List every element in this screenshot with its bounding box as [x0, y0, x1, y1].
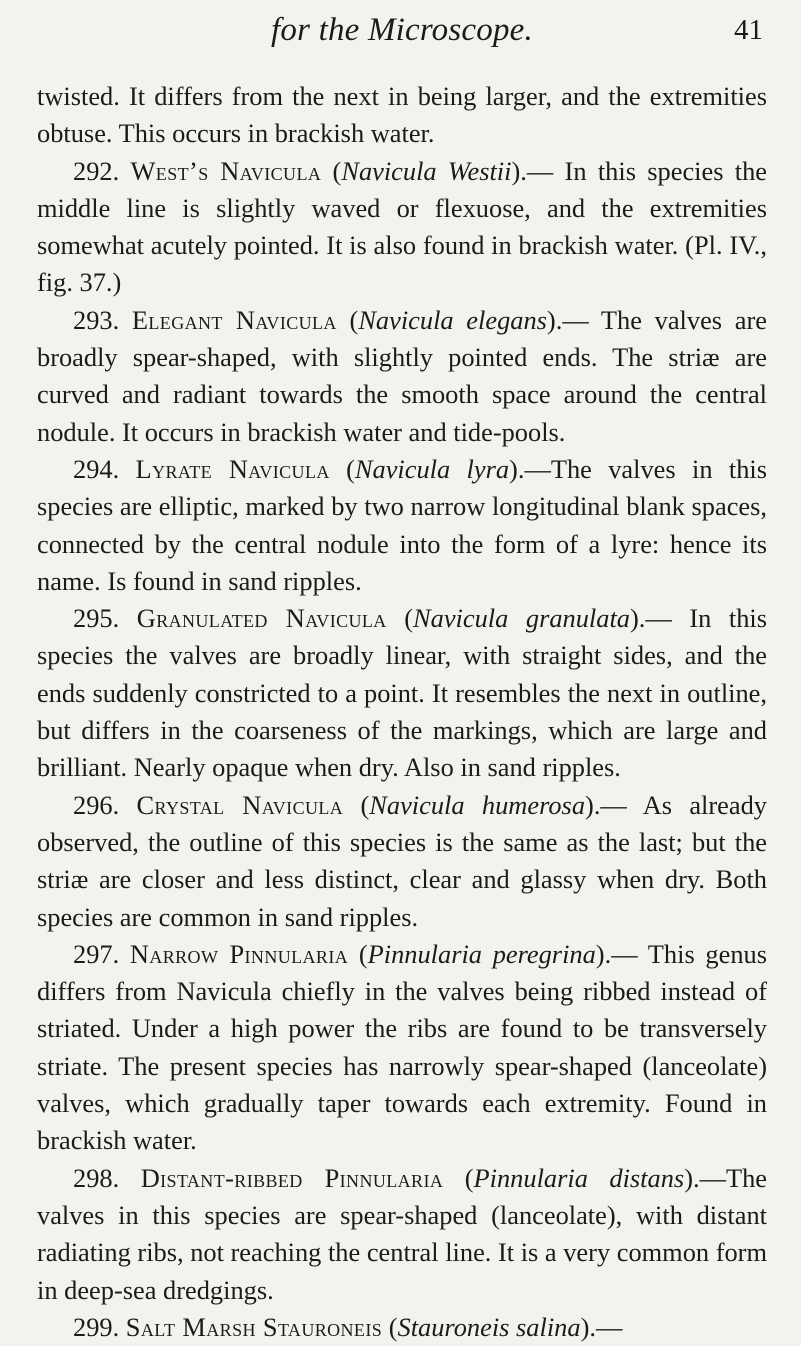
entry-text: —The valves in this species are spear-shaped (lanceolate), with distant radiating ribs, not reaching the central line. It is a very common form in deep-sea dredgings. — [37, 1162, 767, 1305]
common-name: Lyrate Navicula — [135, 453, 330, 484]
latin-name: Navicula elegans — [358, 304, 547, 335]
common-name: Distant-ribbed Pinnularia — [140, 1162, 444, 1193]
entry-text: — In this species the valves are broadly linear, with straight sides, and the ends suddenly constricted to a point. It resembles the next in outline, but differs in the coarseness of the markings, which are large and brilliant. Nearly opaque when dry. Also in sand ripples. — [37, 603, 768, 783]
common-name: Elegant Navicula — [131, 304, 337, 335]
entry-293: 293. Elegant Navicula (Navicula elegans).— The valves are broadly spear-shaped, with slightly pointed ends. The striæ are curved and radiant towards the smooth space around the central nodule. It occurs in brackish water and tide-pools. — [37, 304, 767, 447]
page-number: 41 — [734, 14, 763, 46]
running-head — [37, 0, 767, 78]
entry-number: 296. — [73, 789, 120, 820]
entry-298: 298. Distant-ribbed Pinnularia (Pinnularia distans).—The valves in this species are spear-shaped (lanceolate), with distant radiating ribs, not reaching the central line. It is a very common form in deep-sea dredgings. — [37, 1162, 767, 1305]
latin-name: Navicula Westii — [341, 155, 512, 186]
continuation-paragraph: twisted. It differs from the next in being larger, and the extremities obtuse. This occurs in brackish water. — [37, 81, 767, 149]
entry-text: — As already observed, the outline of this species is the same as the last; but the striæ are closer and less distinct, clear and glassy when dry. Both species are common in sand ripples. — [37, 789, 767, 932]
common-name: West’s Navicula — [130, 155, 322, 186]
entry-text: — This genus differs from Navicula chiefly in the valves being ribbed instead of striated. Under a high power the ribs are found to be transversely striate. The present species has narrowly spear-shaped (lanceolate) valves, which gradually taper towards each extremity. Found in brackish water. — [37, 938, 767, 1156]
entry-text: — The valves are broadly spear-shaped, with slightly pointed ends. The striæ are curved and radiant towards the smooth space around the central nodule. It occurs in brackish water and tide-pools. — [37, 304, 767, 447]
running-title: for the Microscope. — [271, 12, 533, 48]
entry-number: 294. — [73, 453, 120, 484]
common-name: Narrow Pinnularia — [129, 938, 349, 969]
common-name: Crystal Navicula — [136, 789, 344, 820]
latin-name: Navicula lyra — [354, 453, 510, 484]
entry-text: —The valves in this species are elliptic, marked by two narrow longitudinal blank spaces, connected by the central nodule into the form of a lyre: hence its name. Is found in sand ripples. — [37, 453, 767, 596]
body-text — [37, 78, 767, 1346]
entry-297: 297. Narrow Pinnularia (Pinnularia peregrina).— This genus differs from Navicula chiefly in the valves being ribbed instead of striated. Under a high power the ribs are found to be transversely striate. The present species has narrowly spear-shaped (lanceolate) valves, which gradually taper towards each extremity. Found in brackish water. — [37, 938, 767, 1156]
latin-name: Pinnularia distans — [473, 1162, 685, 1193]
entry-295: 295. Granulated Navicula (Navicula granulata).— In this species the valves are broadly linear, with straight sides, and the ends suddenly constricted to a point. It resembles the next in outline, but differs in the coarseness of the markings, which are large and brilliant. Nearly opaque when dry. Also in sand ripples. — [37, 603, 768, 783]
entry-number: 295. — [73, 603, 120, 634]
entry-text: — In this species the middle line is slightly waved or flexuose, and the extremities somewhat acutely pointed. It is also found in brackish water. (Pl. IV., fig. 37.) — [37, 155, 768, 298]
entry-296: 296. Crystal Navicula (Navicula humerosa).— As already observed, the outline of this species is the same as the last; but the striæ are closer and less distinct, clear and glassy when dry. Both species are common in sand ripples. — [37, 789, 767, 932]
entry-text: — — [595, 1311, 623, 1342]
entry-number: 297. — [73, 938, 120, 969]
entry-number: 292. — [73, 155, 120, 186]
entry-299: 299. Salt Marsh Stauroneis (Stauroneis salina).— — [73, 1311, 623, 1342]
entry-number: 299. — [73, 1311, 120, 1342]
common-name: Granulated Navicula — [136, 603, 387, 634]
entry-292: 292. West’s Navicula (Navicula Westii).— In this species the middle line is slightly waved or flexuose, and the extremities somewhat acutely pointed. It is also found in brackish water. (Pl. IV., fig. 37.) — [37, 155, 768, 298]
latin-name: Navicula humerosa — [369, 789, 586, 820]
latin-name: Stauroneis salina — [397, 1311, 581, 1342]
entry-number: 298. — [73, 1162, 120, 1193]
entry-294: 294. Lyrate Navicula (Navicula lyra).—The valves in this species are elliptic, marked by two narrow longitudinal blank spaces, connected by the central nodule into the form of a lyre: hence its name. Is found in sand ripples. — [37, 453, 767, 596]
common-name: Salt Marsh Stauroneis — [125, 1311, 383, 1342]
latin-name: Navicula granulata — [413, 603, 630, 634]
entry-number: 293. — [73, 304, 120, 335]
latin-name: Pinnularia peregrina — [367, 938, 596, 969]
